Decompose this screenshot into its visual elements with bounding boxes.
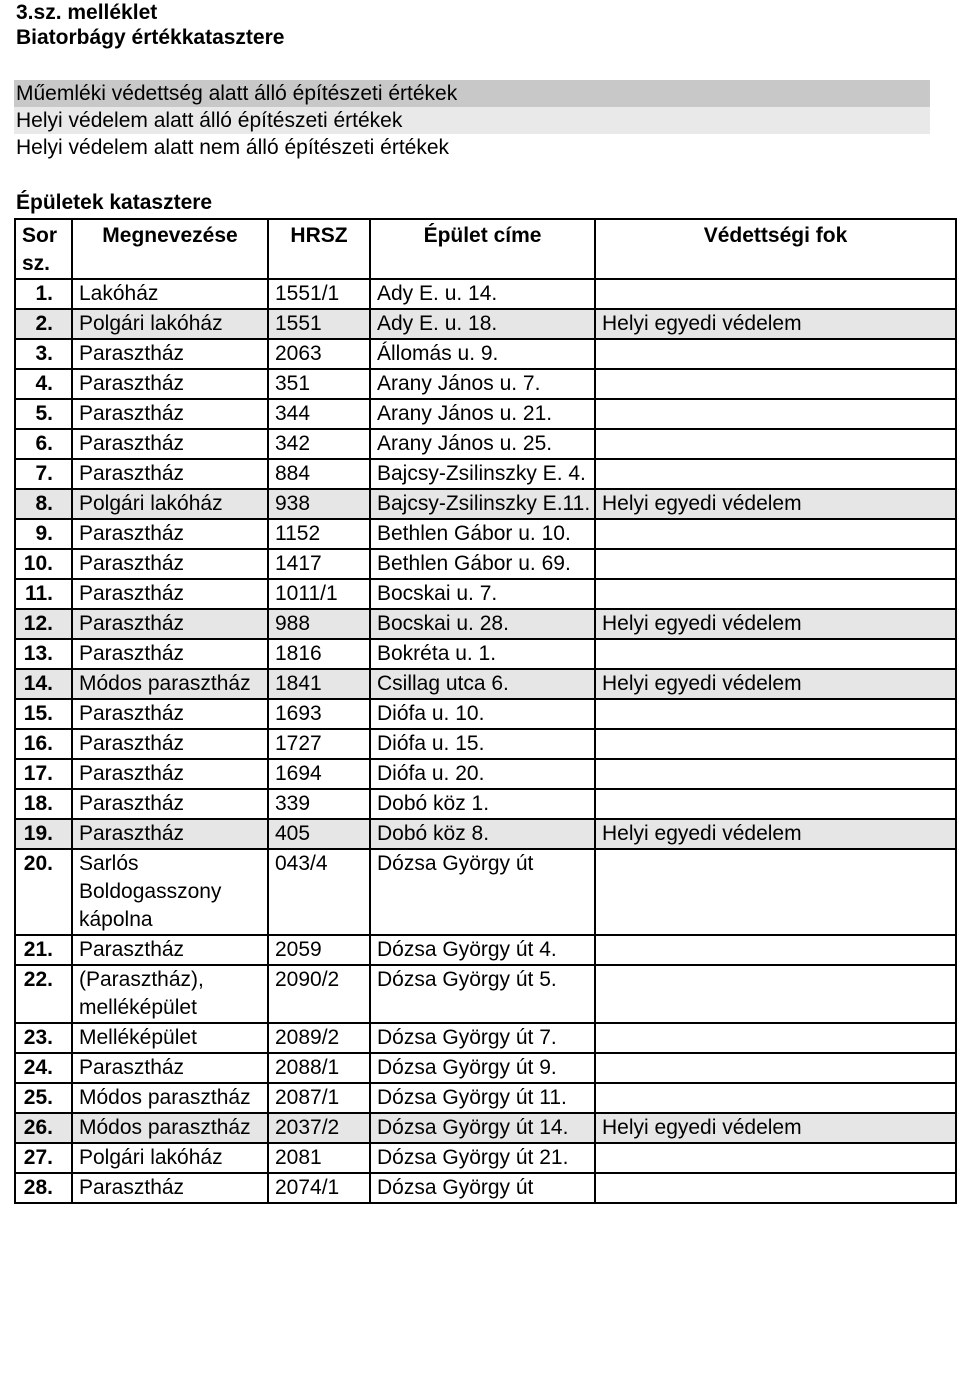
row-protection (595, 729, 956, 759)
row-number: 18. (15, 789, 72, 819)
table-row (15, 729, 956, 759)
row-protection (595, 1083, 956, 1113)
row-address: Dózsa György út 14. (370, 1113, 595, 1143)
row-number: 23. (15, 1023, 72, 1053)
row-number: 24. (15, 1053, 72, 1083)
row-name: Parasztház (72, 1053, 268, 1083)
row-hrsz: 1693 (268, 699, 370, 729)
row-number: 6. (15, 429, 72, 459)
table-row (15, 819, 956, 849)
table-row (15, 489, 956, 519)
row-address: Dózsa György út 21. (370, 1143, 595, 1173)
table-row (15, 699, 956, 729)
row-number: 9. (15, 519, 72, 549)
row-number: 19. (15, 819, 72, 849)
row-address: Arany János u. 7. (370, 369, 595, 399)
row-protection (595, 429, 956, 459)
row-number: 27. (15, 1143, 72, 1173)
row-address: Dobó köz 1. (370, 789, 595, 819)
header-megnevezes: Megnevezése (72, 219, 268, 279)
row-name: Parasztház (72, 429, 268, 459)
page-subtitle: Biatorbágy értékkatasztere (16, 26, 285, 49)
row-protection (595, 789, 956, 819)
row-address: Diófa u. 20. (370, 759, 595, 789)
row-hrsz: 1841 (268, 669, 370, 699)
row-address: Bocskai u. 7. (370, 579, 595, 609)
row-address: Dobó köz 8. (370, 819, 595, 849)
row-address: Arany János u. 25. (370, 429, 595, 459)
row-address: Bokréta u. 1. (370, 639, 595, 669)
row-name: Parasztház (72, 639, 268, 669)
row-number: 16. (15, 729, 72, 759)
row-name: (Parasztház), melléképület (72, 965, 268, 1023)
row-address: Diófa u. 10. (370, 699, 595, 729)
row-name: Parasztház (72, 549, 268, 579)
table-row (15, 759, 956, 789)
row-name: Módos parasztház (72, 669, 268, 699)
row-number: 1. (15, 279, 72, 309)
row-name: Parasztház (72, 339, 268, 369)
row-protection (595, 965, 956, 1023)
row-hrsz: 2088/1 (268, 1053, 370, 1083)
row-address: Dózsa György út 5. (370, 965, 595, 1023)
table-row (15, 789, 956, 819)
row-address: Dózsa György út 11. (370, 1083, 595, 1113)
row-name: Parasztház (72, 369, 268, 399)
row-address: Bajcsy-Zsilinszky E.11. (370, 489, 595, 519)
legend-local-protected: Helyi védelem alatt álló építészeti értékek (14, 107, 930, 134)
table-row (15, 639, 956, 669)
row-hrsz: 1551/1 (268, 279, 370, 309)
header-sor: Sor sz. (15, 219, 72, 279)
row-number: 10. (15, 549, 72, 579)
row-address: Bajcsy-Zsilinszky E. 4. (370, 459, 595, 489)
table-row (15, 849, 956, 935)
row-name: Melléképület (72, 1023, 268, 1053)
header-cim: Épület címe (370, 219, 595, 279)
row-number: 11. (15, 579, 72, 609)
table-row (15, 1143, 956, 1173)
row-hrsz: 1417 (268, 549, 370, 579)
row-number: 3. (15, 339, 72, 369)
table-row (15, 935, 956, 965)
row-hrsz: 988 (268, 609, 370, 639)
row-protection: Helyi egyedi védelem (595, 309, 956, 339)
row-protection: Helyi egyedi védelem (595, 819, 956, 849)
row-protection (595, 849, 956, 935)
row-hrsz: 884 (268, 459, 370, 489)
row-protection: Helyi egyedi védelem (595, 609, 956, 639)
row-name: Parasztház (72, 699, 268, 729)
row-name: Parasztház (72, 399, 268, 429)
row-protection (595, 639, 956, 669)
row-hrsz: 2037/2 (268, 1113, 370, 1143)
row-protection (595, 1143, 956, 1173)
row-address: Bocskai u. 28. (370, 609, 595, 639)
table-row (15, 609, 956, 639)
row-name: Parasztház (72, 609, 268, 639)
row-protection (595, 699, 956, 729)
row-hrsz: 2074/1 (268, 1173, 370, 1203)
row-hrsz: 1694 (268, 759, 370, 789)
row-number: 8. (15, 489, 72, 519)
row-number: 25. (15, 1083, 72, 1113)
row-number: 26. (15, 1113, 72, 1143)
table-row (15, 429, 956, 459)
legend-local-unprotected: Helyi védelem alatt nem álló építészeti értékek (16, 136, 450, 159)
row-address: Ady E. u. 18. (370, 309, 595, 339)
row-hrsz: 2087/1 (268, 1083, 370, 1113)
row-address: Diófa u. 15. (370, 729, 595, 759)
row-hrsz: 1727 (268, 729, 370, 759)
row-address: Dózsa György út (370, 849, 595, 935)
row-protection (595, 1053, 956, 1083)
row-protection: Helyi egyedi védelem (595, 489, 956, 519)
row-number: 13. (15, 639, 72, 669)
table-row (15, 549, 956, 579)
row-name: Polgári lakóház (72, 489, 268, 519)
row-hrsz: 2089/2 (268, 1023, 370, 1053)
row-address: Csillag utca 6. (370, 669, 595, 699)
row-name: Polgári lakóház (72, 309, 268, 339)
row-name: Parasztház (72, 935, 268, 965)
row-number: 7. (15, 459, 72, 489)
row-protection (595, 519, 956, 549)
table-row (15, 339, 956, 369)
table-row (15, 459, 956, 489)
table-row (15, 965, 956, 1023)
row-address: Állomás u. 9. (370, 339, 595, 369)
row-name: Parasztház (72, 519, 268, 549)
row-protection (595, 339, 956, 369)
table-row (15, 1023, 956, 1053)
row-hrsz: 342 (268, 429, 370, 459)
row-name: Parasztház (72, 819, 268, 849)
row-address: Bethlen Gábor u. 10. (370, 519, 595, 549)
table-row (15, 669, 956, 699)
row-protection (595, 579, 956, 609)
table-row (15, 1053, 956, 1083)
row-number: 2. (15, 309, 72, 339)
header-vedettseg: Védettségi fok (595, 219, 956, 279)
row-address: Dózsa György út 4. (370, 935, 595, 965)
table-row (15, 279, 956, 309)
row-address: Bethlen Gábor u. 69. (370, 549, 595, 579)
row-hrsz: 938 (268, 489, 370, 519)
row-hrsz: 2081 (268, 1143, 370, 1173)
row-protection (595, 1173, 956, 1203)
row-name: Parasztház (72, 789, 268, 819)
row-address: Arany János u. 21. (370, 399, 595, 429)
row-hrsz: 1011/1 (268, 579, 370, 609)
row-hrsz: 339 (268, 789, 370, 819)
row-hrsz: 043/4 (268, 849, 370, 935)
row-protection (595, 549, 956, 579)
row-number: 5. (15, 399, 72, 429)
table-row (15, 519, 956, 549)
row-name: Módos parasztház (72, 1083, 268, 1113)
legend-monument: Műemléki védettség alatt álló építészeti értékek (14, 80, 930, 107)
row-name: Parasztház (72, 579, 268, 609)
page-title: 3.sz. melléklet (16, 1, 158, 24)
row-name: Parasztház (72, 729, 268, 759)
row-protection (595, 369, 956, 399)
row-hrsz: 2090/2 (268, 965, 370, 1023)
row-protection (595, 935, 956, 965)
buildings-table (14, 218, 957, 1204)
row-protection: Helyi egyedi védelem (595, 1113, 956, 1143)
table-row (15, 309, 956, 339)
row-number: 22. (15, 965, 72, 1023)
row-hrsz: 405 (268, 819, 370, 849)
table-row (15, 579, 956, 609)
row-address: Dózsa György út 7. (370, 1023, 595, 1053)
row-number: 21. (15, 935, 72, 965)
row-number: 14. (15, 669, 72, 699)
row-protection (595, 399, 956, 429)
row-number: 17. (15, 759, 72, 789)
row-hrsz: 2063 (268, 339, 370, 369)
table-row (15, 1173, 956, 1203)
row-name: Parasztház (72, 759, 268, 789)
row-hrsz: 1551 (268, 309, 370, 339)
row-protection (595, 759, 956, 789)
row-address: Dózsa György út 9. (370, 1053, 595, 1083)
row-number: 4. (15, 369, 72, 399)
row-name: Parasztház (72, 1173, 268, 1203)
row-address: Dózsa György út (370, 1173, 595, 1203)
row-hrsz: 351 (268, 369, 370, 399)
table-row (15, 1083, 956, 1113)
row-name: Sarlós Boldogasszony kápolna (72, 849, 268, 935)
row-number: 15. (15, 699, 72, 729)
row-hrsz: 1152 (268, 519, 370, 549)
row-protection: Helyi egyedi védelem (595, 669, 956, 699)
row-number: 28. (15, 1173, 72, 1203)
row-hrsz: 2059 (268, 935, 370, 965)
row-number: 20. (15, 849, 72, 935)
header-hrsz: HRSZ (268, 219, 370, 279)
table-row (15, 1113, 956, 1143)
row-protection (595, 459, 956, 489)
row-name: Polgári lakóház (72, 1143, 268, 1173)
row-name: Lakóház (72, 279, 268, 309)
row-hrsz: 344 (268, 399, 370, 429)
row-hrsz: 1816 (268, 639, 370, 669)
row-number: 12. (15, 609, 72, 639)
row-name: Parasztház (72, 459, 268, 489)
row-address: Ady E. u. 14. (370, 279, 595, 309)
row-protection (595, 1023, 956, 1053)
row-protection (595, 279, 956, 309)
row-name: Módos parasztház (72, 1113, 268, 1143)
table-header-row (15, 219, 956, 279)
table-row (15, 369, 956, 399)
table-row (15, 399, 956, 429)
section-title: Épületek katasztere (16, 191, 213, 214)
